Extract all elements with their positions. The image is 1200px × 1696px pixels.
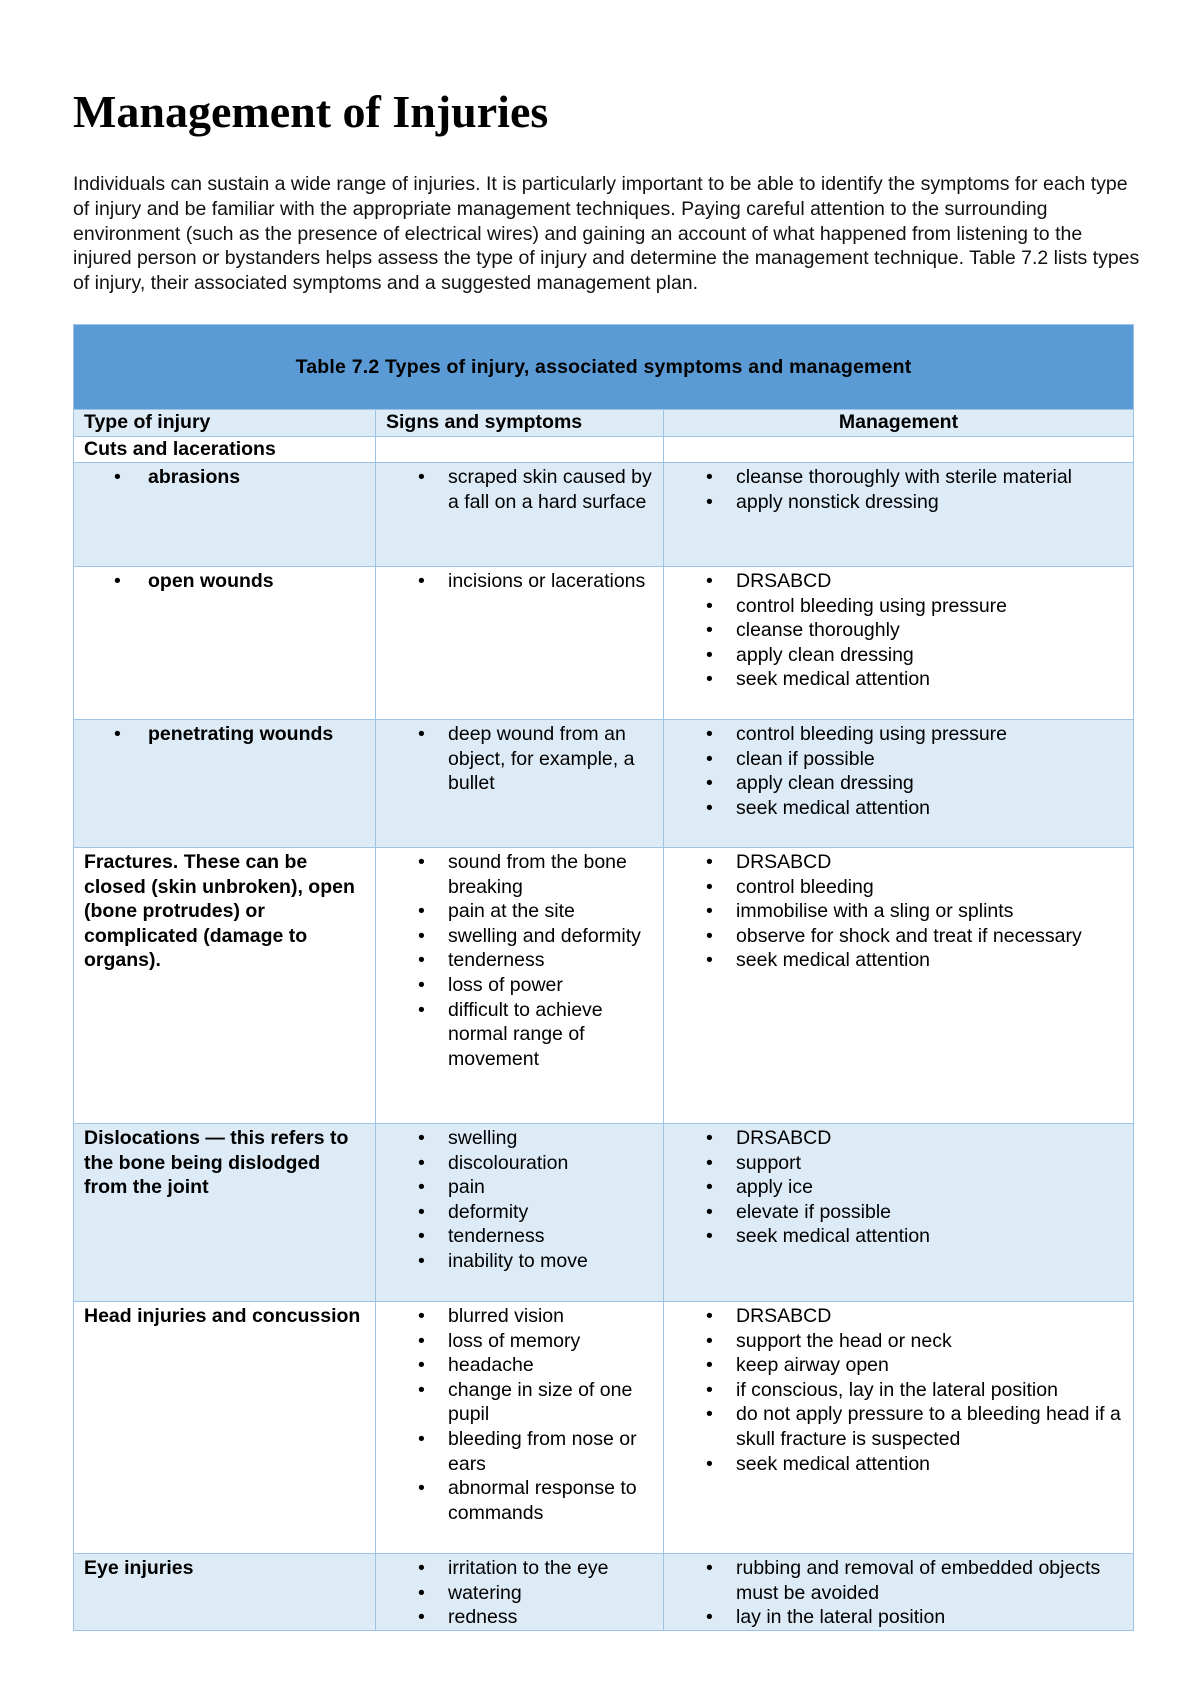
table-row: [74, 567, 1134, 720]
management-item: • apply clean dressing: [664, 643, 1123, 668]
management-item: • keep airway open: [664, 1353, 1123, 1378]
sign-item: • deformity: [376, 1200, 653, 1225]
injury-type-cell: [74, 1302, 376, 1554]
management-list: [664, 465, 1123, 514]
management-item: • control bleeding: [664, 875, 1123, 900]
signs-list: [376, 1126, 653, 1274]
management-item: • seek medical attention: [664, 1224, 1123, 1249]
signs-list: [376, 850, 653, 1071]
management-item: • seek medical attention: [664, 1452, 1123, 1477]
management-item: • DRSABCD: [664, 569, 1123, 594]
management-list: [664, 1556, 1123, 1630]
signs-list: [376, 1304, 653, 1525]
management-item: • seek medical attention: [664, 948, 1123, 973]
table-row: [74, 1554, 1134, 1631]
column-header-management: Management: [664, 410, 1134, 437]
sign-item: • loss of power: [376, 973, 653, 998]
group-empty-cell: [664, 437, 1134, 463]
management-item: • control bleeding using pressure: [664, 594, 1123, 619]
signs-list: [376, 722, 653, 796]
intro-paragraph: Individuals can sustain a wide range of injuries. It is particularly important to be able to identify the symptoms for each type of injury and be familiar with the appropriate management techniques. Paying careful attention to the surrounding environment (such as the presence of electrical wires) and gaining an account of what happened from listening to the injured person or bystanders helps assess the type of injury and determine the management technique. Table 7.2 lists types of injury, their associated symptoms and a suggested management plan.: [73, 173, 1140, 295]
management-item: • support: [664, 1151, 1123, 1176]
sign-item: • scraped skin caused by a fall on a hard surface: [376, 465, 653, 514]
management-item: • cleanse thoroughly with sterile material: [664, 465, 1123, 490]
sign-item: • loss of memory: [376, 1329, 653, 1354]
injury-type-cell: [74, 848, 376, 1124]
sign-item: • swelling: [376, 1126, 653, 1151]
management-list: [664, 850, 1123, 973]
injury-type: Eye injuries: [84, 1557, 194, 1579]
management-item: • if conscious, lay in the lateral position: [664, 1378, 1123, 1403]
sign-item: • tenderness: [376, 948, 653, 973]
sign-item: • pain: [376, 1175, 653, 1200]
management-item: • support the head or neck: [664, 1329, 1123, 1354]
management-list: [664, 569, 1123, 692]
injury-subtype: • abrasions: [74, 465, 365, 490]
sign-item: • swelling and deformity: [376, 924, 653, 949]
management-item: • apply clean dressing: [664, 771, 1123, 796]
management-item: • cleanse thoroughly: [664, 618, 1123, 643]
sign-item: • difficult to achieve normal range of movement: [376, 998, 653, 1072]
sign-item: • incisions or lacerations: [376, 569, 653, 594]
management-item: • DRSABCD: [664, 1126, 1123, 1151]
management-cell: [664, 1554, 1134, 1631]
injury-table: [73, 324, 1134, 1631]
sign-item: • change in size of one pupil: [376, 1378, 653, 1427]
sign-item: • inability to move: [376, 1249, 653, 1274]
management-cell: [664, 1124, 1134, 1302]
sign-item: • headache: [376, 1353, 653, 1378]
sign-item: • blurred vision: [376, 1304, 653, 1329]
signs-cell: [376, 720, 664, 848]
column-header-type: Type of injury: [74, 410, 376, 437]
management-item: • seek medical attention: [664, 796, 1123, 821]
management-item: • immobilise with a sling or splints: [664, 899, 1123, 924]
injury-type-cell: [74, 567, 376, 720]
management-item: • DRSABCD: [664, 1304, 1123, 1329]
group-label: Cuts and lacerations: [74, 437, 376, 463]
sign-item: • abnormal response to commands: [376, 1476, 653, 1525]
injury-type-cell: [74, 1554, 376, 1631]
injury-type-cell: [74, 463, 376, 567]
group-empty-cell: [376, 437, 664, 463]
management-item: • lay in the lateral position: [664, 1605, 1123, 1630]
injury-subtype: • open wounds: [74, 569, 365, 594]
management-cell: [664, 848, 1134, 1124]
management-item: • apply ice: [664, 1175, 1123, 1200]
sign-item: • bleeding from nose or ears: [376, 1427, 653, 1476]
management-item: • observe for shock and treat if necessary: [664, 924, 1123, 949]
sign-item: • irritation to the eye: [376, 1556, 653, 1581]
signs-list: [376, 1556, 653, 1630]
management-cell: [664, 1302, 1134, 1554]
injury-type-cell: [74, 720, 376, 848]
management-item: • do not apply pressure to a bleeding head if a skull fracture is suspected: [664, 1402, 1123, 1451]
sign-item: • redness: [376, 1605, 653, 1630]
sign-item: • sound from the bone breaking: [376, 850, 653, 899]
management-list: [664, 1304, 1123, 1476]
signs-cell: [376, 463, 664, 567]
sign-item: • tenderness: [376, 1224, 653, 1249]
signs-list: [376, 569, 653, 594]
management-list: [664, 722, 1123, 820]
sign-item: • watering: [376, 1581, 653, 1606]
table-row: [74, 1302, 1134, 1554]
table-row: [74, 463, 1134, 567]
sign-item: • deep wound from an object, for example, a bullet: [376, 722, 653, 796]
table-row: [74, 848, 1134, 1124]
table-row: [74, 1124, 1134, 1302]
management-item: • apply nonstick dressing: [664, 490, 1123, 515]
signs-cell: [376, 1554, 664, 1631]
injury-type: Head injuries and concussion: [84, 1305, 361, 1327]
injury-subtype: • penetrating wounds: [74, 722, 365, 747]
management-cell: [664, 463, 1134, 567]
management-item: • rubbing and removal of embedded objects must be avoided: [664, 1556, 1123, 1605]
management-item: • clean if possible: [664, 747, 1123, 772]
table-caption: Table 7.2 Types of injury, associated symptoms and management: [74, 325, 1134, 410]
signs-cell: [376, 1124, 664, 1302]
sign-item: • discolouration: [376, 1151, 653, 1176]
management-cell: [664, 567, 1134, 720]
management-item: • elevate if possible: [664, 1200, 1123, 1225]
management-item: • DRSABCD: [664, 850, 1123, 875]
injury-type: Fractures. These can be closed (skin unbroken), open (bone protrudes) or complicated (damage to organs).: [84, 851, 355, 972]
page-title: Management of Injuries: [73, 86, 549, 137]
management-item: • control bleeding using pressure: [664, 722, 1123, 747]
signs-cell: [376, 848, 664, 1124]
management-cell: [664, 720, 1134, 848]
column-header-signs: Signs and symptoms: [376, 410, 664, 437]
signs-cell: [376, 567, 664, 720]
management-list: [664, 1126, 1123, 1249]
sign-item: • pain at the site: [376, 899, 653, 924]
signs-list: [376, 465, 653, 514]
table-row: [74, 720, 1134, 848]
management-item: • seek medical attention: [664, 667, 1123, 692]
injury-type-cell: [74, 1124, 376, 1302]
injury-type: Dislocations — this refers to the bone being dislodged from the joint: [84, 1127, 349, 1199]
signs-cell: [376, 1302, 664, 1554]
